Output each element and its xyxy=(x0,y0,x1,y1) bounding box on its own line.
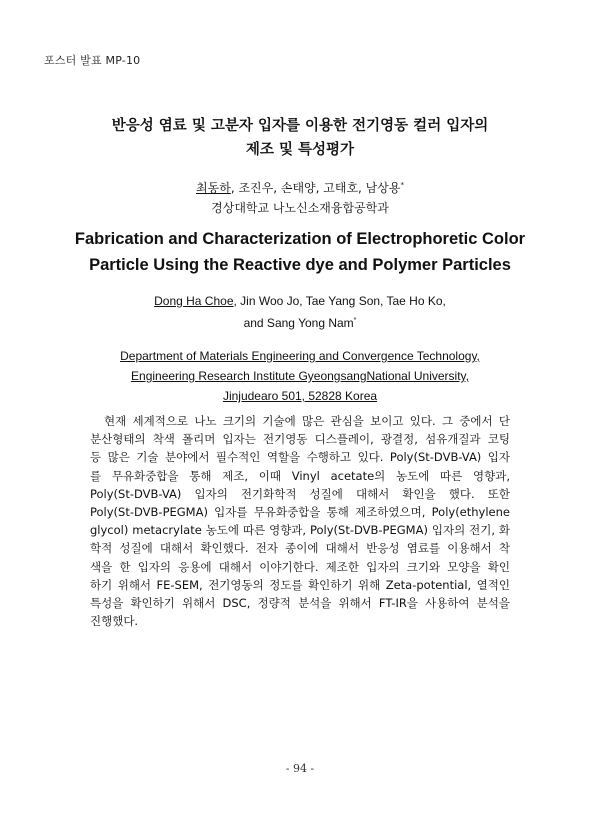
korean-affiliation: 경상대학교 나노신소재융합공학과 xyxy=(211,201,389,215)
abstract-line: 를 무유화중합을 통해 제조, 이때 Vinyl acetate의 농도에 따른 영향과, xyxy=(90,468,510,483)
english-author-line xyxy=(60,291,540,311)
english-author-line xyxy=(60,311,540,333)
abstract-line: Poly(St-DVB-PEGMA) 입자를 무유화중합을 통해 제조하였으며, Poly(ethylene xyxy=(90,505,510,520)
page-number: - 94 - xyxy=(285,762,315,775)
abstract-line: 하기 위해서 FE-SEM, 전기영동의 정도를 확인하기 위해 Zeta-potential, 열적인 xyxy=(90,577,510,592)
english-affiliation xyxy=(60,346,540,406)
korean-presenter: 최동하 xyxy=(196,181,231,195)
abstract-body xyxy=(90,412,510,630)
korean-authors xyxy=(60,175,540,218)
session-label: 포스터 발표 MP-10 xyxy=(44,54,141,67)
abstract-line: glycol) metacrylate 농도에 따른 영향과, Poly(St-DVB-PEGMA) 입자의 전기, 화 xyxy=(90,523,510,538)
korean-title-line: 반응성 염료 및 고분자 입자를 이용한 전기영동 컬러 입자의 xyxy=(111,118,489,134)
english-presenter: Dong Ha Choe xyxy=(154,294,234,308)
abstract-line: 진행했다. xyxy=(90,614,139,629)
corresponding-mark: * xyxy=(400,181,404,189)
abstract-line: 분산형태의 착색 폴리머 입자는 전기영동 디스플레이, 광결정, 섬유개질과 코팅 xyxy=(90,432,510,447)
korean-other-authors: , 조진우, 손태양, 고태호, 남상용 xyxy=(230,181,401,195)
korean-author-line xyxy=(60,175,540,198)
affiliation-line: Jinjudearo 501, 52828 Korea xyxy=(222,389,378,403)
abstract-line: 등 많은 기술 분야에서 필수적인 역할을 수행하고 있다. Poly(St-DVB-VA) 입자 xyxy=(90,450,510,465)
english-title-line: Particle Using the Reactive dye and Polymer Particles xyxy=(89,256,511,274)
english-other-authors: , Jin Woo Jo, Tae Yang Son, Tae Ho Ko, xyxy=(233,294,446,308)
affiliation-line: Engineering Research Institute GyeongsangNational University, xyxy=(131,369,469,383)
abstract-line: 현재 세계적으로 나노 크기의 기술에 많은 관심을 보이고 있다. 그 중에서 단 xyxy=(104,414,510,428)
english-last-author: and Sang Yong Nam xyxy=(243,316,354,330)
abstract-line: 특성을 확인하기 위해서 DSC, 정량적 분석을 위해서 FT-IR을 사용하여 분석을 xyxy=(90,596,510,611)
english-authors xyxy=(60,291,540,333)
corresponding-mark: * xyxy=(353,317,357,324)
english-title-line: Fabrication and Characterization of Electrophoretic Color xyxy=(74,230,526,248)
korean-title-line: 제조 및 특성평가 xyxy=(245,142,355,158)
english-title xyxy=(50,226,550,278)
korean-title xyxy=(60,114,540,162)
abstract-line: 색을 한 입자의 응용에 대해서 이야기한다. 제조한 입자의 크기와 모양을 확인 xyxy=(90,559,510,574)
affiliation-line: Department of Materials Engineering and Convergence Technology, xyxy=(120,349,480,363)
abstract-line: 학적 성질에 대해서 확인했다. 전자 종이에 대해서 반응성 염료를 이용해서 착 xyxy=(90,541,510,556)
abstract-line: Poly(St-DVB-VA) 입자의 전기화학적 성질에 대해서 확인을 했다. 또한 xyxy=(90,486,510,501)
